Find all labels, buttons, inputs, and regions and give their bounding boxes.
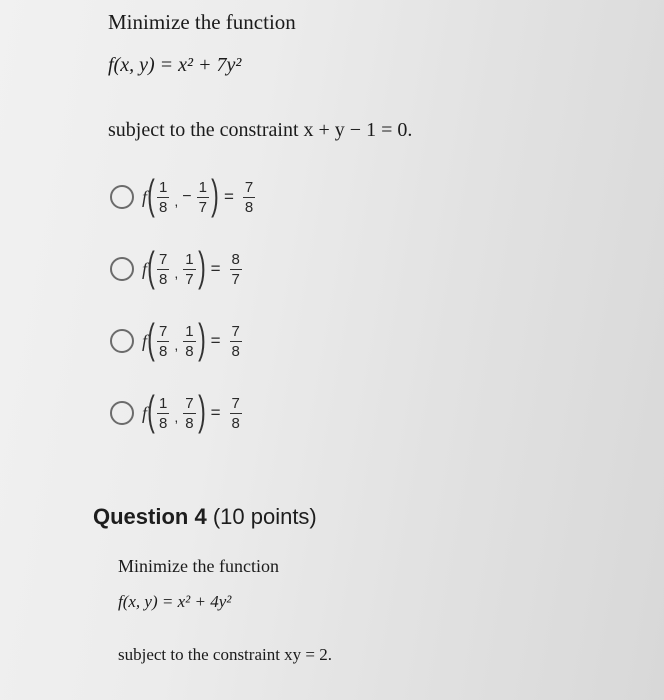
- question-4-title: Minimize the function: [118, 556, 279, 576]
- question-4-constraint: subject to the constraint xy = 2.: [118, 645, 333, 664]
- option-expression: f ( $\frac{7}{8}$ , $\frac{1}{7}$ ) = $\frac{8}{7}$: [142, 243, 240, 290]
- right-paren: ): [197, 315, 206, 362]
- question-3-constraint: subject to the constraint x + y − 1 = 0.: [108, 119, 413, 141]
- option-expression: f ( $\frac{1}{8}$ , $\frac{7}{8}$ ) = $\frac{7}{8}$: [142, 387, 240, 434]
- fraction-result: $\frac{7}{8}$: [231, 322, 240, 360]
- fraction-y: $\frac{1}{7}$: [185, 250, 194, 288]
- radio-button[interactable]: [110, 257, 134, 281]
- fraction-result: $\frac{7}{8}$: [231, 394, 240, 432]
- question-4-label: Question 4: [93, 504, 207, 529]
- fraction-x: $\frac{1}{8}$: [159, 178, 168, 216]
- fraction-y: $\frac{1}{7}$: [198, 178, 207, 216]
- fraction-x: $\frac{7}{8}$: [159, 250, 168, 288]
- radio-button[interactable]: [110, 401, 134, 425]
- fraction-result: $\frac{8}{7}$: [231, 250, 240, 288]
- fraction-x: $\frac{7}{8}$: [159, 322, 168, 360]
- question-3-title: Minimize the function: [108, 10, 296, 34]
- radio-button[interactable]: [110, 329, 134, 353]
- right-paren: ): [197, 243, 206, 290]
- question-4-header: [93, 504, 317, 530]
- radio-button[interactable]: [110, 185, 134, 209]
- left-paren: (: [147, 315, 155, 362]
- answer-option-2[interactable]: [110, 243, 245, 290]
- left-paren: (: [147, 171, 155, 218]
- left-paren: (: [147, 243, 155, 290]
- answer-option-1[interactable]: [110, 171, 258, 218]
- fraction-y: $\frac{7}{8}$: [185, 394, 194, 432]
- fraction-y: $\frac{1}{8}$: [185, 322, 194, 360]
- answer-option-3[interactable]: [110, 315, 245, 362]
- right-paren: ): [211, 171, 219, 218]
- question-4-points: (10 points): [212, 504, 317, 529]
- answer-option-4[interactable]: [110, 387, 245, 434]
- fraction-result: $\frac{7}{8}$: [244, 178, 254, 216]
- left-paren: (: [147, 387, 155, 434]
- option-expression: f ( $\frac{1}{8}$ , − $\frac{1}{7}$ ) = $\frac{7}{8}$: [142, 171, 254, 218]
- question-4-function: f(x, y) = x² + 4y²: [118, 592, 232, 611]
- fraction-x: $\frac{1}{8}$: [159, 394, 168, 432]
- right-paren: ): [197, 387, 206, 434]
- option-expression: f ( $\frac{7}{8}$ , $\frac{1}{8}$ ) = $\frac{7}{8}$: [142, 315, 240, 362]
- question-3-function: f(x, y) = x² + 7y²: [108, 54, 242, 76]
